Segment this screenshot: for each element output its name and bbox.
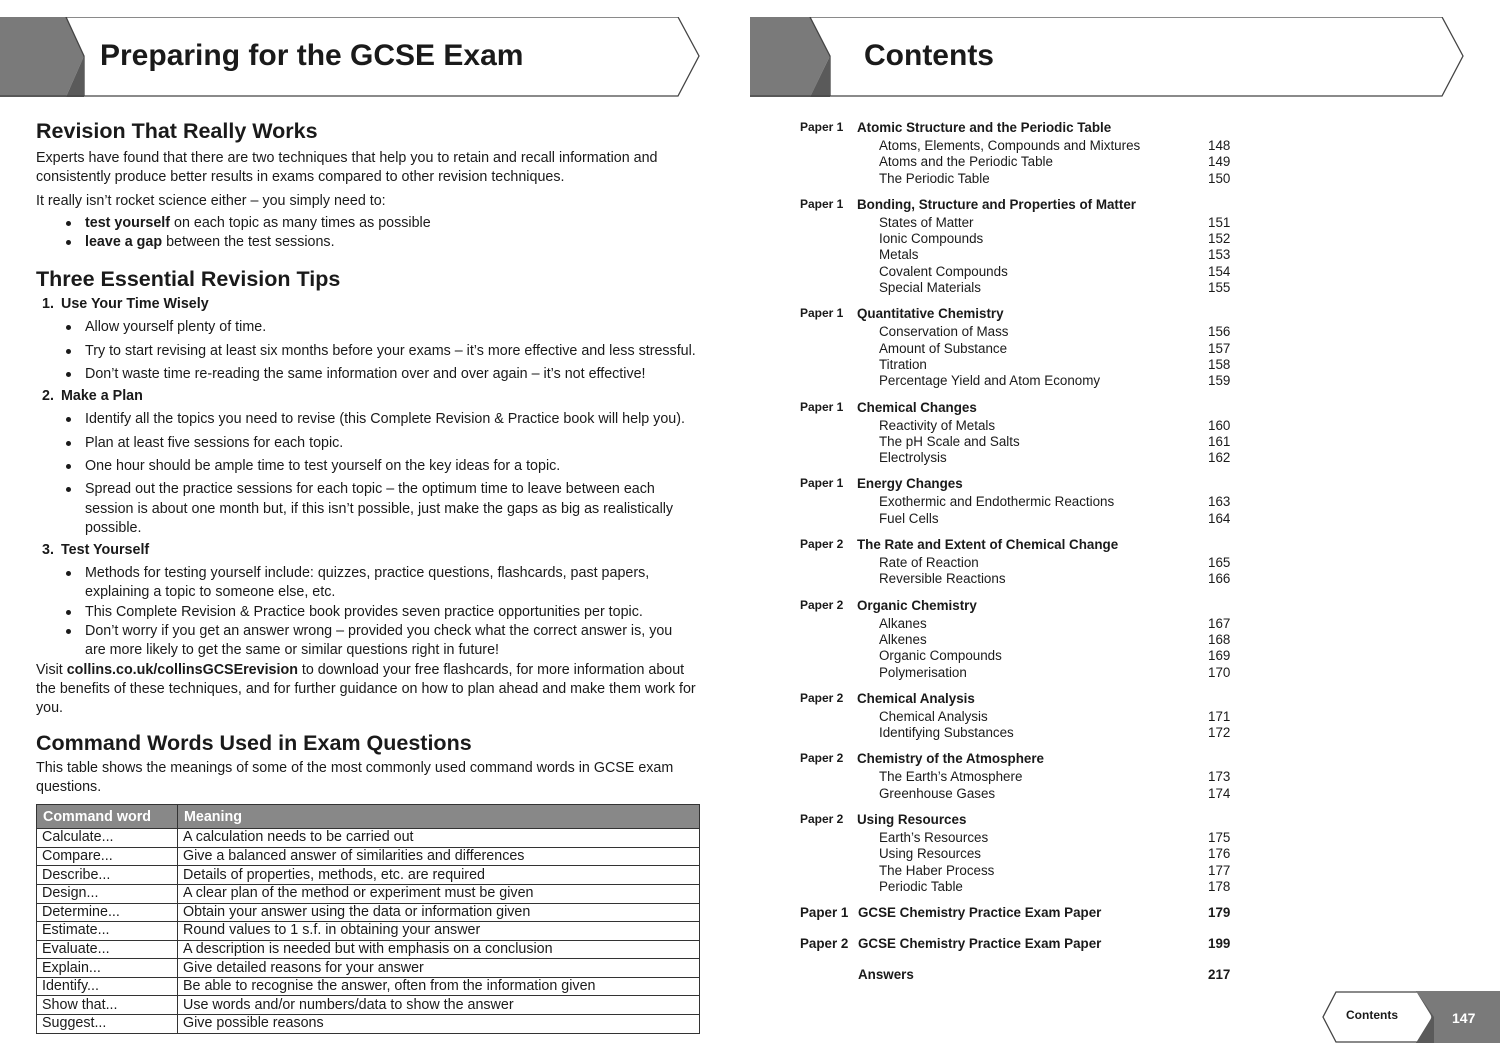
section-title: Atomic Structure and the Periodic Table xyxy=(857,120,1112,135)
entry-page-number: 175 xyxy=(1208,830,1231,846)
section-title: Bonding, Structure and Properties of Matter xyxy=(857,196,1136,212)
entry-title: Earth’s Resources xyxy=(879,830,989,846)
left-page-title: Preparing for the GCSE Exam xyxy=(100,39,524,72)
contents-section xyxy=(800,535,1240,588)
table-row xyxy=(37,977,700,996)
paper-label: Paper 2 xyxy=(800,936,849,952)
command-word-cell: Estimate... xyxy=(37,922,178,941)
contents-entry[interactable] xyxy=(800,616,1240,632)
entry-page-number: 156 xyxy=(1208,324,1231,340)
entry-title: Using Resources xyxy=(879,846,981,862)
paper-label: Paper 2 xyxy=(800,751,844,766)
entry-title: Atoms and the Periodic Table xyxy=(879,154,1053,170)
revision-paragraph: Experts have found that there are two techniques that help you to retain and recall information and consistently produce better results in exams compared to other revision techniques. xyxy=(36,150,658,186)
entry-title: Fuel Cells xyxy=(879,510,939,526)
meaning-cell: Use words and/or numbers/data to show the answer xyxy=(178,996,700,1015)
collins-link[interactable]: collins.co.uk/collinsGCSErevision xyxy=(66,661,298,678)
entry-title: Organic Compounds xyxy=(879,648,1002,664)
command-word-cell: Design... xyxy=(37,884,178,903)
list-item: Don’t worry if you get an answer wrong – provided you check what the correct answer is, you are more likely to get the same or similar questions right in future! xyxy=(85,622,695,661)
tip-bullets xyxy=(85,318,704,384)
command-word-cell: Compare... xyxy=(37,847,178,866)
contents-entry[interactable] xyxy=(800,879,1240,895)
tips-heading: Three Essential Revision Tips xyxy=(36,267,341,292)
revision-heading: Revision That Really Works xyxy=(36,119,318,143)
contents-entry[interactable] xyxy=(800,450,1240,466)
entry-title: Amount of Substance xyxy=(879,340,1008,356)
meaning-cell: Give a balanced answer of similarities and differences xyxy=(178,847,700,866)
contents-entry[interactable] xyxy=(800,555,1240,571)
contents-entry[interactable] xyxy=(800,725,1240,741)
table-row xyxy=(37,829,700,848)
contents-entry[interactable] xyxy=(800,665,1240,681)
entry-page-number: 170 xyxy=(1208,664,1231,680)
contents-entry[interactable] xyxy=(800,511,1240,527)
table-row xyxy=(37,1015,700,1034)
page-number: 147 xyxy=(1452,1010,1476,1026)
entry-title: GCSE Chemistry Practice Exam Paper xyxy=(858,905,1102,921)
visit-paragraph: Visit collins.co.uk/collinsGCSErevision to download your free flashcards, for more information about the benefits of these techniques, and for further guidance on how to plan ahead and make them work for you. xyxy=(36,661,696,717)
entry-title: Polymerisation xyxy=(879,664,967,680)
contents-section xyxy=(800,304,1240,389)
entry-page-number: 217 xyxy=(1208,967,1231,983)
contents-entry[interactable] xyxy=(800,965,1240,996)
contents-entry[interactable] xyxy=(800,709,1240,725)
paper-label: Paper 2 xyxy=(800,812,844,827)
contents-entry[interactable] xyxy=(800,434,1240,450)
entry-title: The Haber Process xyxy=(879,862,995,878)
section-title: Quantitative Chemistry xyxy=(857,306,1004,322)
list-item: Plan at least five sessions for each topic. xyxy=(85,434,704,453)
meaning-cell: A clear plan of the method or experiment must be given xyxy=(178,884,700,903)
entry-page-number: 165 xyxy=(1208,555,1231,571)
entry-title: Covalent Compounds xyxy=(879,263,1008,279)
contents-entry[interactable] xyxy=(800,648,1240,664)
command-words-heading: Command Words Used in Exam Questions xyxy=(36,730,472,755)
entry-page-number: 157 xyxy=(1208,340,1231,356)
left-page-content xyxy=(36,117,704,1034)
contents-section xyxy=(800,810,1240,895)
section-title: Energy Changes xyxy=(857,476,963,492)
meaning-cell: Obtain your answer using the data or information given xyxy=(178,903,700,922)
entry-page-number: 173 xyxy=(1208,769,1231,785)
contents-entry[interactable] xyxy=(800,280,1240,296)
contents-section-heading xyxy=(800,474,1240,494)
entry-page-number: 160 xyxy=(1208,417,1231,433)
list-item: Spread out the practice sessions for each topic – the optimum time to leave between each session is about one month but, if this isn’t possible, just make the gaps as big as realistically possible. xyxy=(85,480,705,538)
section-title: Using Resources xyxy=(857,812,967,828)
column-header-meaning: Meaning xyxy=(178,805,700,829)
entry-page-number: 199 xyxy=(1208,936,1231,952)
tip-heading: 3. Test Yourself xyxy=(42,542,150,559)
entry-title: Conservation of Mass xyxy=(879,324,1009,340)
command-word-cell: Evaluate... xyxy=(37,940,178,959)
tip-bullets xyxy=(85,564,704,660)
entry-title: Alkenes xyxy=(879,631,927,647)
contents-extras xyxy=(800,903,1240,996)
contents-section-heading xyxy=(800,749,1240,769)
entry-page-number: 172 xyxy=(1208,725,1231,741)
contents-entry[interactable] xyxy=(800,632,1240,648)
entry-page-number: 150 xyxy=(1208,170,1231,186)
entry-title: Answers xyxy=(858,967,914,983)
contents-section-heading xyxy=(800,596,1240,616)
contents-section xyxy=(800,195,1240,296)
table-row xyxy=(37,996,700,1015)
contents-entry[interactable] xyxy=(800,494,1240,510)
meaning-cell: Round values to 1 s.f. in obtaining your answer xyxy=(178,922,700,941)
entry-title: Metals xyxy=(879,247,919,263)
entry-title: Exothermic and Endothermic Reactions xyxy=(879,494,1115,510)
command-word-cell: Show that... xyxy=(37,996,178,1015)
paper-label: Paper 1 xyxy=(800,196,844,211)
paper-label: Paper 2 xyxy=(800,690,844,705)
entry-title: Greenhouse Gases xyxy=(879,785,996,801)
entry-title: GCSE Chemistry Practice Exam Paper xyxy=(858,936,1102,952)
entry-title: The Earth’s Atmosphere xyxy=(879,769,1023,785)
paper-label: Paper 1 xyxy=(800,306,844,321)
entry-title: The Periodic Table xyxy=(879,170,990,186)
contents-section-heading xyxy=(800,398,1240,418)
contents-entry[interactable] xyxy=(800,769,1240,785)
section-title: Organic Chemistry xyxy=(857,597,977,613)
table-row xyxy=(37,959,700,978)
contents-entry[interactable] xyxy=(800,934,1240,965)
contents-entry[interactable] xyxy=(800,571,1240,587)
contents-entry[interactable] xyxy=(800,786,1240,802)
table-row xyxy=(37,903,700,922)
footer-section-label: Contents xyxy=(1346,1008,1398,1022)
table-row xyxy=(37,940,700,959)
list-item: Allow yourself plenty of time. xyxy=(85,318,704,337)
right-header-banner xyxy=(750,17,1470,97)
entry-title: Rate of Reaction xyxy=(879,555,979,571)
list-item: leave a gap between the test sessions. xyxy=(85,233,704,252)
contents-entry[interactable] xyxy=(800,247,1240,263)
list-item: This Complete Revision & Practice book provides seven practice opportunities per topic. xyxy=(85,603,704,622)
contents-section-heading xyxy=(800,304,1240,324)
entry-page-number: 176 xyxy=(1208,846,1231,862)
command-word-cell: Explain... xyxy=(37,959,178,978)
column-header-command: Command word xyxy=(37,805,178,829)
entry-page-number: 179 xyxy=(1208,905,1231,921)
entry-page-number: 158 xyxy=(1208,356,1231,372)
contents-section-heading xyxy=(800,535,1240,555)
entry-title: The pH Scale and Salts xyxy=(879,433,1020,449)
entry-title: Ionic Compounds xyxy=(879,231,984,247)
paper-label: Paper 2 xyxy=(800,537,844,552)
entry-page-number: 151 xyxy=(1208,214,1231,230)
list-item: Don’t waste time re-reading the same information over and over again – it’s not effective! xyxy=(85,365,704,384)
entry-page-number: 167 xyxy=(1208,615,1231,631)
entry-title: Electrolysis xyxy=(879,450,947,466)
right-header-shape xyxy=(750,17,1470,97)
contents-entry[interactable] xyxy=(800,846,1240,862)
contents-entry[interactable] xyxy=(800,154,1240,170)
meaning-cell: Details of properties, methods, etc. are required xyxy=(178,866,700,885)
contents-entry[interactable] xyxy=(800,357,1240,373)
entry-title: Reactivity of Metals xyxy=(879,417,996,433)
contents-entry[interactable] xyxy=(800,830,1240,846)
entry-title: Chemical Analysis xyxy=(879,708,988,724)
entry-title: Alkanes xyxy=(879,615,927,631)
entry-title: Titration xyxy=(879,356,927,372)
entry-page-number: 148 xyxy=(1208,138,1231,153)
meaning-cell: Give detailed reasons for your answer xyxy=(178,959,700,978)
table-row xyxy=(37,884,700,903)
contents-entry[interactable] xyxy=(800,903,1240,934)
contents-entry[interactable] xyxy=(800,138,1240,154)
revision-intro-line: It really isn’t rocket science either – you simply need to: xyxy=(36,192,386,209)
contents-entry[interactable] xyxy=(800,231,1240,247)
paper-label: Paper 1 xyxy=(800,399,844,414)
meaning-cell: A description is needed but with emphasis on a conclusion xyxy=(178,940,700,959)
tip-heading: 2. Make a Plan xyxy=(42,388,143,405)
command-word-cell: Identify... xyxy=(37,977,178,996)
entry-page-number: 153 xyxy=(1208,247,1231,263)
contents-entry[interactable] xyxy=(800,171,1240,187)
contents-section-heading xyxy=(800,195,1240,215)
contents-section xyxy=(800,689,1240,742)
right-page-title: Contents xyxy=(864,39,994,72)
entry-page-number: 169 xyxy=(1208,648,1231,664)
entry-page-number: 171 xyxy=(1208,708,1231,724)
footer-page-tab xyxy=(1322,991,1500,1043)
revision-bullets xyxy=(85,214,704,253)
entry-title: Atoms, Elements, Compounds and Mixtures xyxy=(879,138,1141,153)
paper-label: Paper 1 xyxy=(800,905,849,921)
command-words-table-body xyxy=(37,829,700,1034)
command-word-cell: Determine... xyxy=(37,903,178,922)
contents-section xyxy=(800,474,1240,527)
table-row xyxy=(37,866,700,885)
section-title: Chemical Changes xyxy=(857,399,977,415)
table-row xyxy=(37,922,700,941)
entry-title: Special Materials xyxy=(879,280,981,296)
contents-entry[interactable] xyxy=(800,215,1240,231)
entry-page-number: 178 xyxy=(1208,878,1231,894)
contents-entry[interactable] xyxy=(800,863,1240,879)
contents-section-heading xyxy=(800,689,1240,709)
entry-page-number: 174 xyxy=(1208,785,1231,801)
contents-entry[interactable] xyxy=(800,264,1240,280)
section-title: The Rate and Extent of Chemical Change xyxy=(857,537,1119,553)
contents-entry[interactable] xyxy=(800,324,1240,340)
entry-page-number: 155 xyxy=(1208,280,1231,296)
paper-label: Paper 1 xyxy=(800,120,844,134)
contents-list xyxy=(800,118,1240,996)
entry-page-number: 162 xyxy=(1208,450,1231,466)
contents-entry[interactable] xyxy=(800,373,1240,389)
entry-page-number: 154 xyxy=(1208,263,1231,279)
contents-entry[interactable] xyxy=(800,418,1240,434)
meaning-cell: A calculation needs to be carried out xyxy=(178,829,700,848)
entry-title: Reversible Reactions xyxy=(879,571,1006,587)
list-item: Methods for testing yourself include: quizzes, practice questions, flashcards, past papers, explaining a topic to someone else, etc. xyxy=(85,564,685,603)
entry-page-number: 152 xyxy=(1208,231,1231,247)
entry-title: Identifying Substances xyxy=(879,725,1014,741)
table-row xyxy=(37,847,700,866)
table-header-row xyxy=(37,805,700,829)
list-item: One hour should be ample time to test yourself on the key ideas for a topic. xyxy=(85,457,704,476)
entry-page-number: 149 xyxy=(1208,154,1231,170)
entry-page-number: 161 xyxy=(1208,433,1231,449)
entry-page-number: 159 xyxy=(1208,373,1231,389)
entry-page-number: 163 xyxy=(1208,494,1231,510)
section-title: Chemistry of the Atmosphere xyxy=(857,751,1045,767)
tip-bullets xyxy=(85,410,704,538)
meaning-cell: Give possible reasons xyxy=(178,1015,700,1034)
entry-page-number: 168 xyxy=(1208,631,1231,647)
paper-label: Paper 2 xyxy=(800,597,844,612)
list-item: Try to start revising at least six months before your exams – it’s more effective and less stressful. xyxy=(85,342,704,361)
entry-title: Periodic Table xyxy=(879,878,963,894)
contents-section xyxy=(800,118,1240,187)
list-item: test yourself on each topic as many times as possible xyxy=(85,214,704,233)
command-words-intro: This table shows the meanings of some of the most commonly used command words in GCSE exam questions. xyxy=(36,759,674,795)
entry-title: Percentage Yield and Atom Economy xyxy=(879,373,1101,389)
left-header-banner xyxy=(0,17,702,97)
section-title: Chemical Analysis xyxy=(857,690,975,706)
contents-section xyxy=(800,398,1240,467)
command-word-cell: Describe... xyxy=(37,866,178,885)
list-item: Identify all the topics you need to revise (this Complete Revision & Practice book will help you). xyxy=(85,410,704,429)
meaning-cell: Be able to recognise the answer, often from the information given xyxy=(178,977,700,996)
paper-label: Paper 1 xyxy=(800,476,844,491)
entry-page-number: 166 xyxy=(1208,571,1231,587)
command-word-cell: Calculate... xyxy=(37,829,178,848)
command-word-cell: Suggest... xyxy=(37,1015,178,1034)
contents-section xyxy=(800,749,1240,802)
contents-entry[interactable] xyxy=(800,341,1240,357)
entry-title: States of Matter xyxy=(879,214,974,230)
command-words-table xyxy=(36,804,700,1034)
contents-section-heading xyxy=(800,810,1240,830)
contents-section-heading xyxy=(800,118,1240,138)
entry-page-number: 164 xyxy=(1208,510,1231,526)
contents-section xyxy=(800,596,1240,681)
tip-heading: 1. Use Your Time Wisely xyxy=(42,296,209,313)
entry-page-number: 177 xyxy=(1208,862,1231,878)
